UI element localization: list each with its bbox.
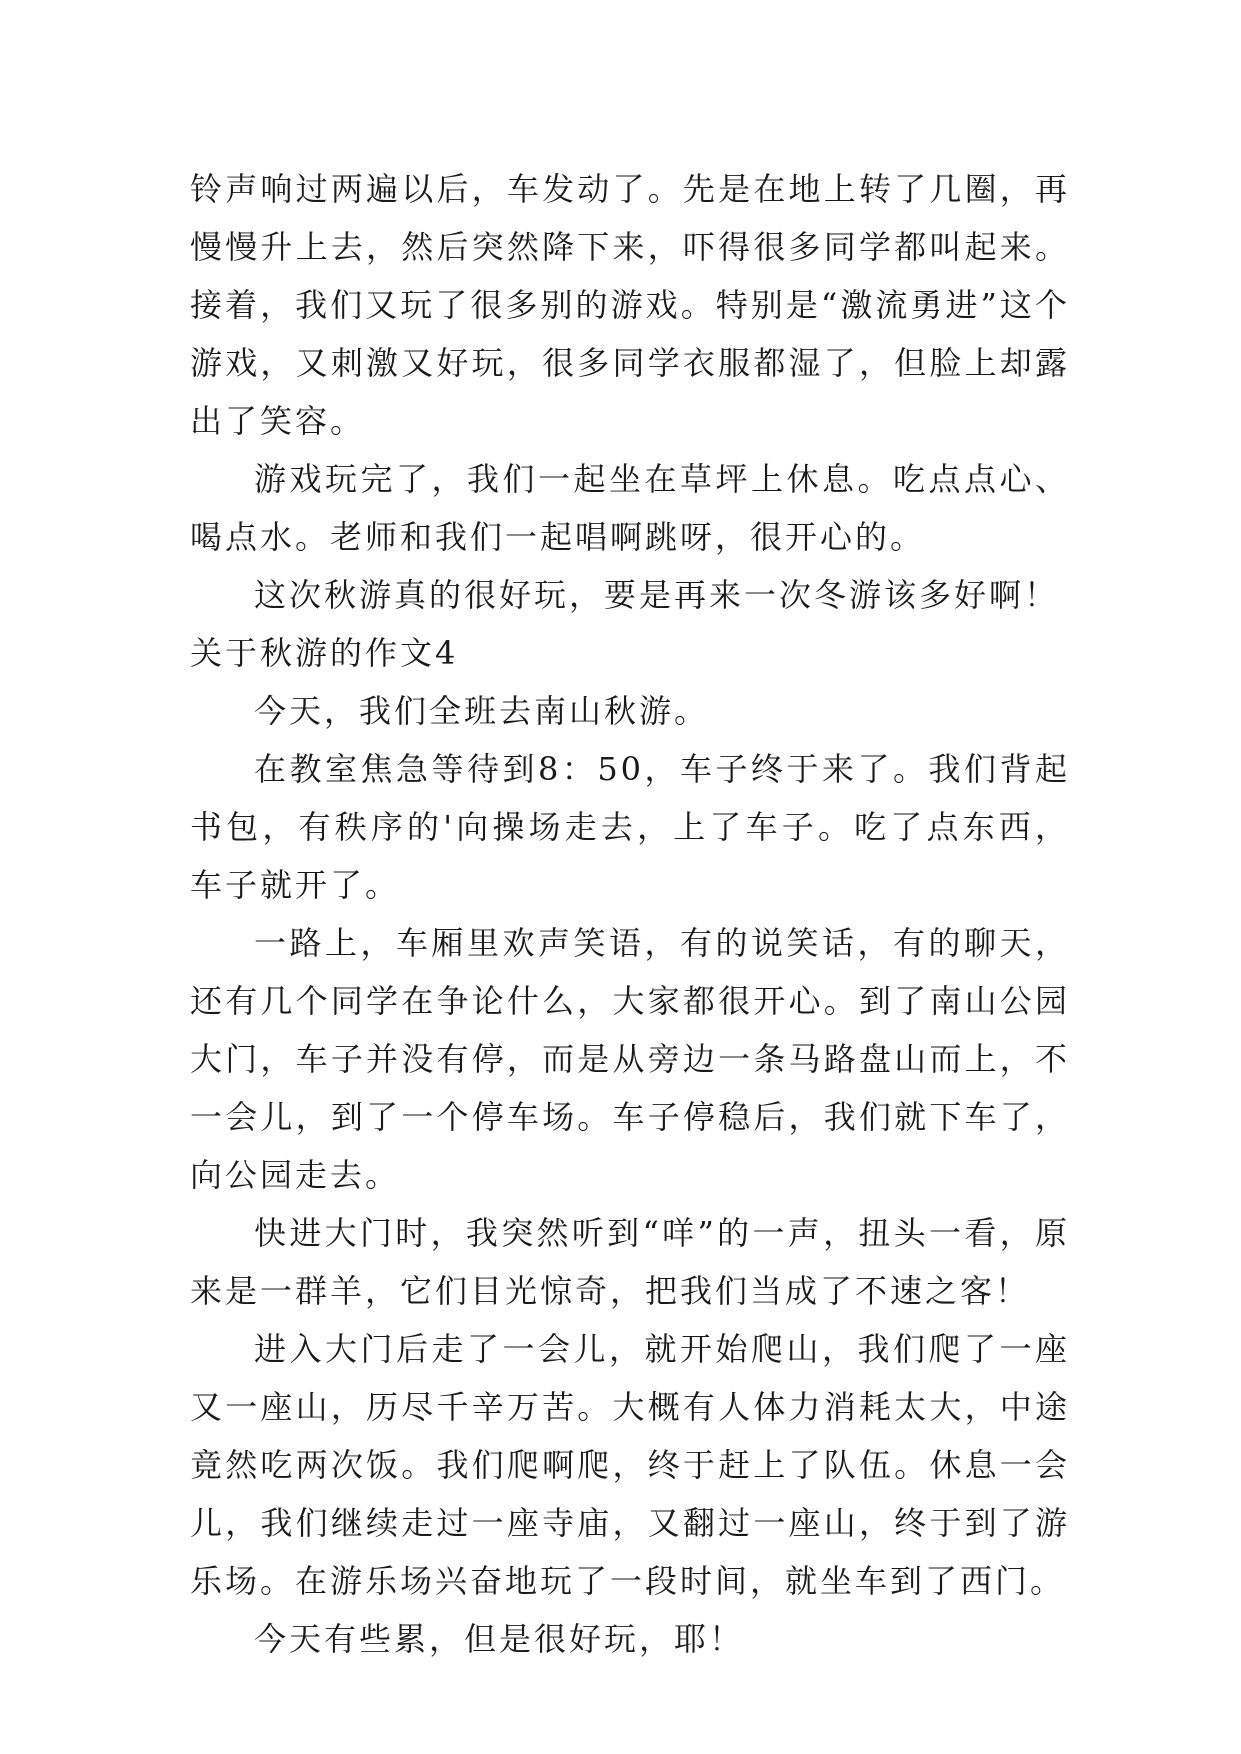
- paragraph: 游戏玩完了，我们一起坐在草坪上休息。吃点点心、喝点水。老师和我们一起唱啊跳呀，很开心的。: [190, 460, 1070, 556]
- paragraph: 今天，我们全班去南山秋游。: [254, 692, 710, 730]
- paragraph: 一路上，车厢里欢声笑语，有的说笑话，有的聊天，还有几个同学在争论什么，大家都很开心。到了南山公园大门，车子并没有停，而是从旁边一条马路盘山而上，不一会儿，到了一个停车场。车子停稳后，我们就下车了，向公园走去。: [190, 924, 1070, 1194]
- paragraph: 今天有些累，但是很好玩，耶！: [254, 1620, 745, 1658]
- paragraph: 快进大门时，我突然听到“咩”的一声，扭头一看，原来是一群羊，它们目光惊奇，把我们当成了不速之客！: [190, 1214, 1070, 1310]
- essay-heading: 关于秋游的作文4: [190, 634, 459, 672]
- paragraph: 进入大门后走了一会儿，就开始爬山，我们爬了一座又一座山，历尽千辛万苦。大概有人体力消耗太大，中途竟然吃两次饭。我们爬啊爬，终于赶上了队伍。休息一会儿，我们继续走过一座寺庙，又翻过一座山，终于到了游乐场。在游乐场兴奋地玩了一段时间，就坐车到了西门。: [190, 1330, 1070, 1600]
- paragraph: 这次秋游真的很好玩，要是再来一次冬游该多好啊！: [254, 576, 1060, 614]
- paragraph: 在教室焦急等待到8：50，车子终于来了。我们背起书包，有秩序的'向操场走去，上了车子。吃了点东西，车子就开了。: [190, 750, 1070, 904]
- paragraph-continued: 铃声响过两遍以后，车发动了。先是在地上转了几圈，再慢慢升上去，然后突然降下来，吓得很多同学都叫起来。接着，我们又玩了很多别的游戏。特别是“激流勇进”这个游戏，又刺激又好玩，很多同学衣服都湿了，但脸上却露出了笑容。: [190, 170, 1070, 440]
- document-body: [190, 160, 1070, 1668]
